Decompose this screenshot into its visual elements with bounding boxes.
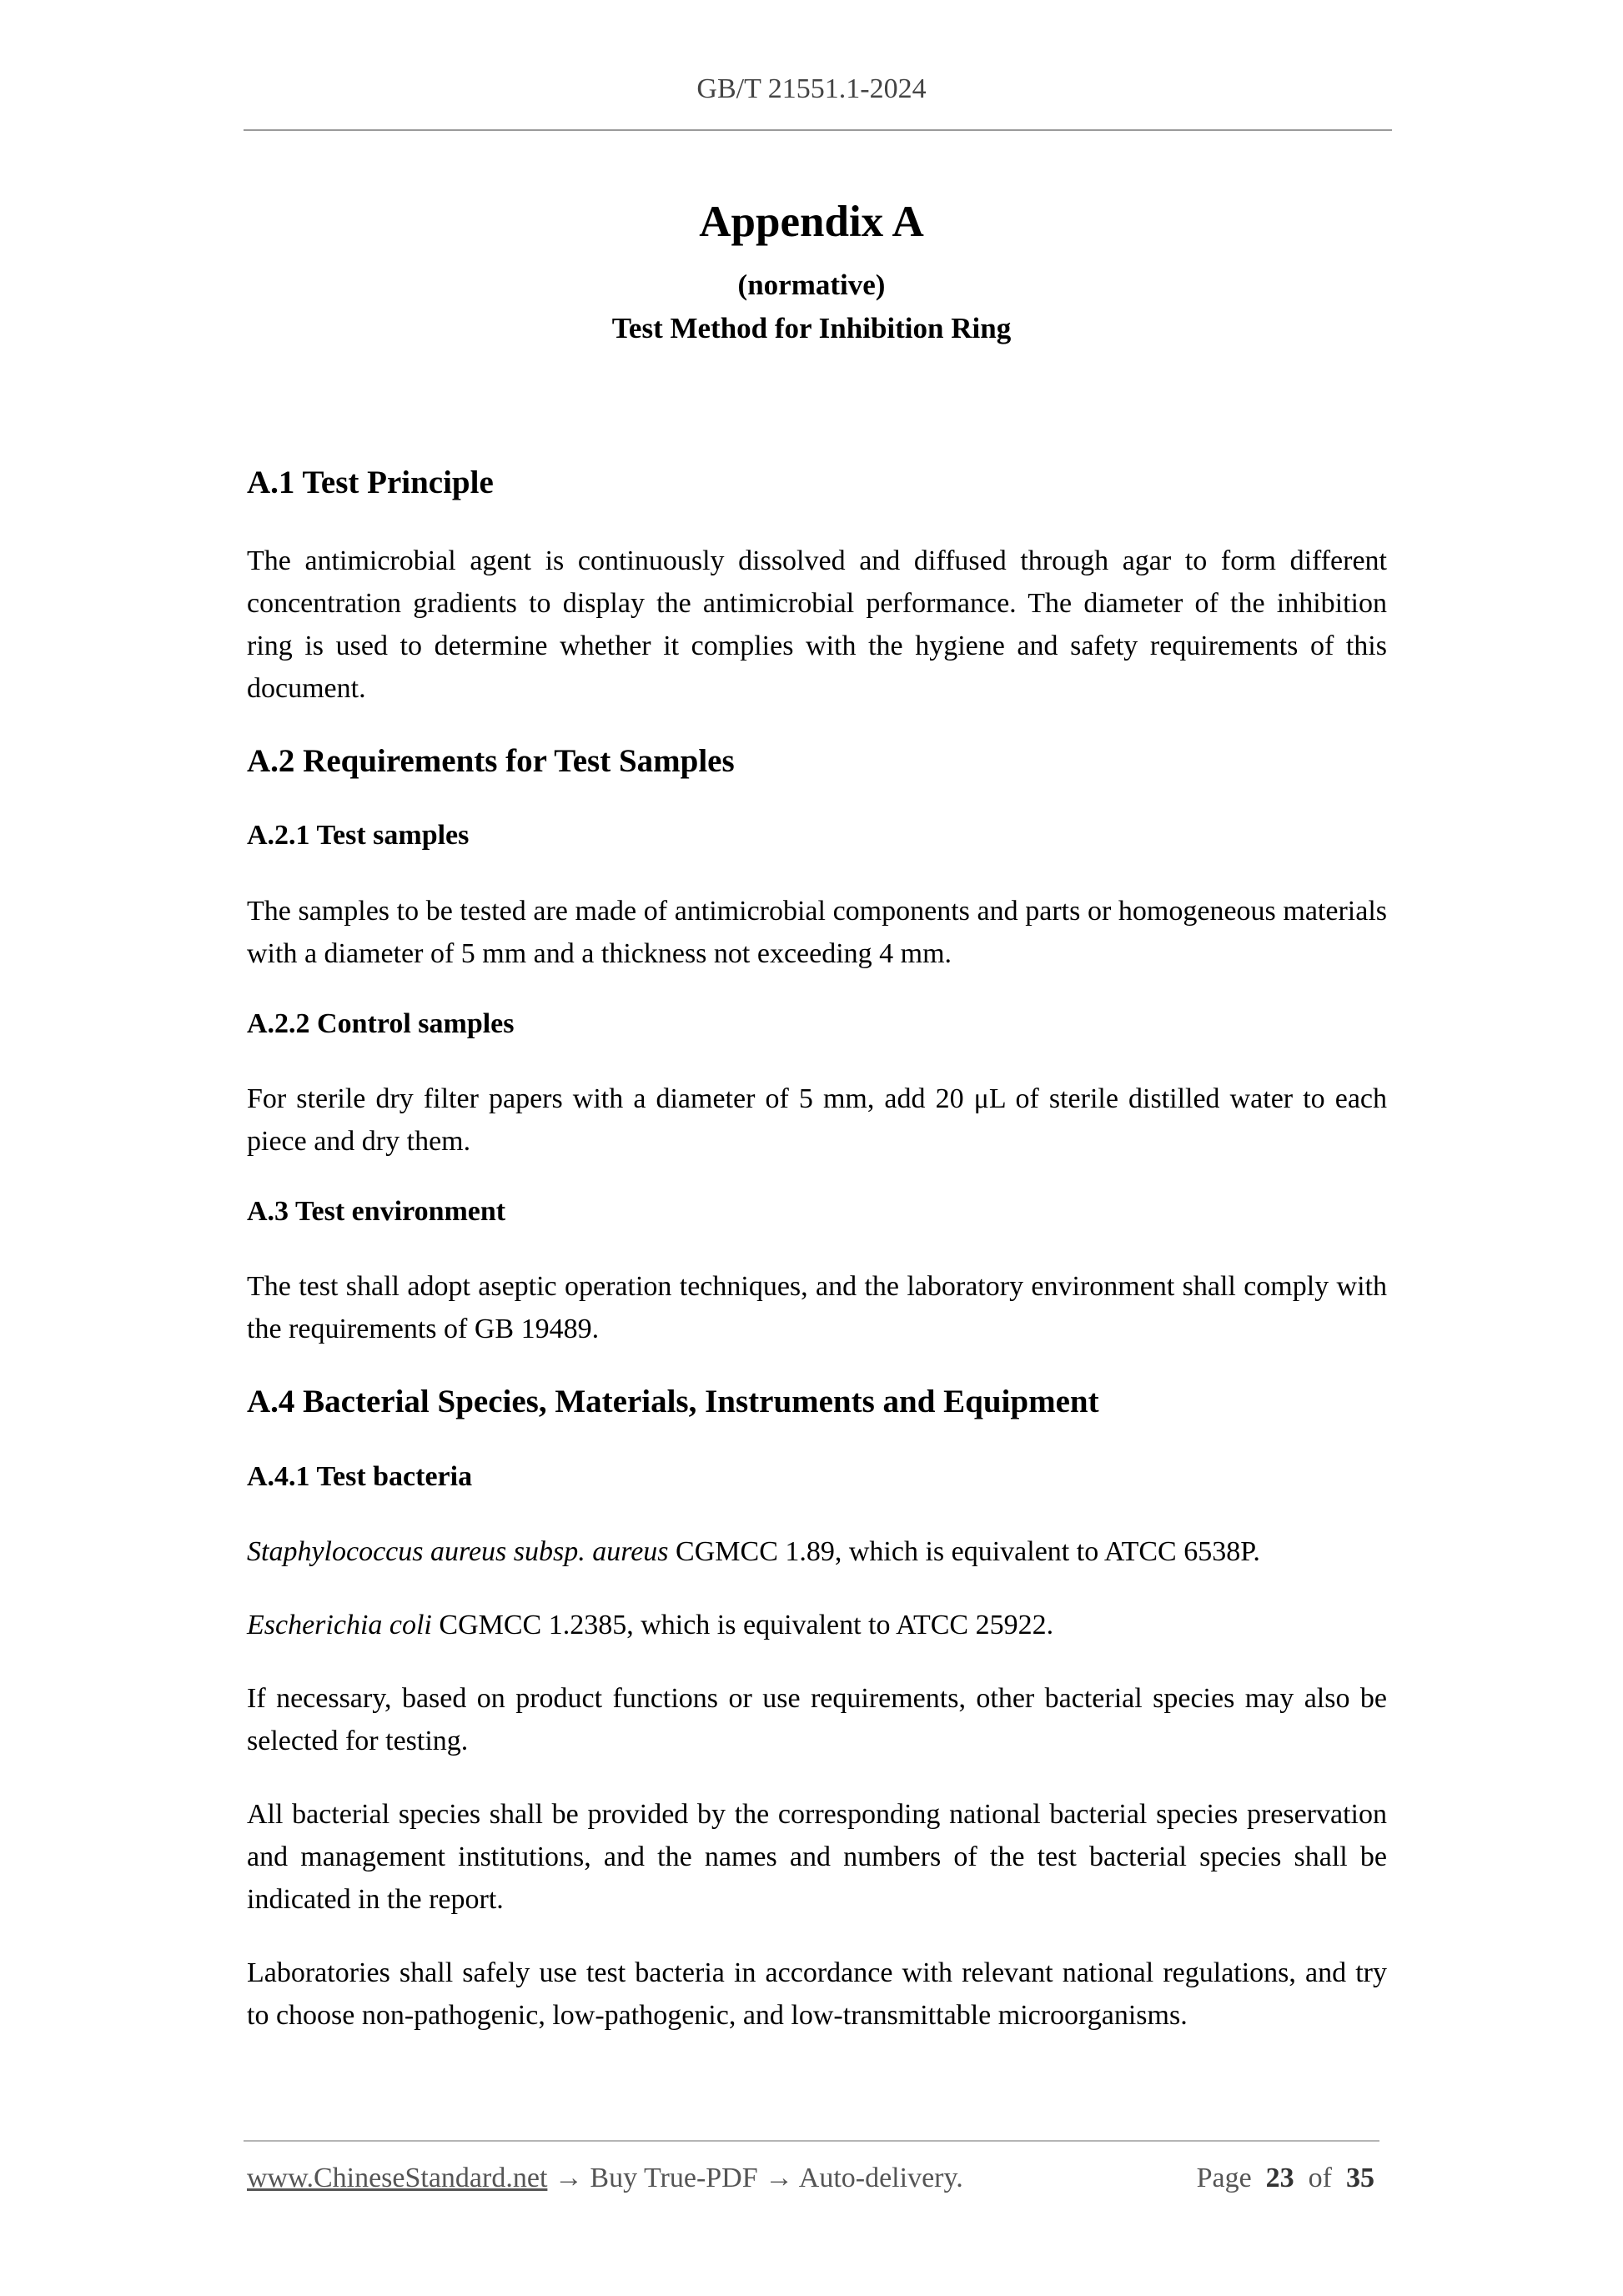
section-a22-heading: A.2.2 Control samples xyxy=(247,1007,515,1039)
footer-delivery-text: Auto-delivery. xyxy=(798,2163,963,2193)
header-divider xyxy=(244,129,1392,131)
section-a41-para-safety: Laboratories shall safely use test bacteria in accordance with relevant national regulations, and try to choose non-pathogenic, low-pathogenic, and low-transmittable microorganisms. xyxy=(247,1957,1387,2031)
section-a2-heading: A.2 Requirements for Test Samples xyxy=(247,742,735,779)
section-a21-text: The samples to be tested are made of antimicrobial components and parts or homogeneous materials with a diameter of 5 mm and a thickness not exceeding 4 mm. xyxy=(247,895,1387,969)
of-label: of xyxy=(1308,2163,1332,2193)
appendix-subject: Test Method for Inhibition Ring xyxy=(611,312,1012,344)
document-code-header: GB/T 21551.1-2024 xyxy=(696,73,927,104)
page-number xyxy=(1197,2163,1374,2194)
arrow-right-icon: → xyxy=(554,2163,583,2193)
section-a1-heading: A.1 Test Principle xyxy=(247,465,494,500)
section-a3-heading: A.3 Test environment xyxy=(247,1195,506,1227)
bacteria-staphylococcus-name: Staphylococcus aureus subsp. aureus xyxy=(247,1535,669,1567)
current-page: 23 xyxy=(1265,2163,1294,2193)
footer-divider xyxy=(244,2140,1379,2142)
section-a3-text: The test shall adopt aseptic operation techniques, and the laboratory environment shall comply with the requirements of GB 19489. xyxy=(247,1270,1387,1344)
arrow-right-icon: → xyxy=(765,2163,794,2193)
bacteria-staphylococcus xyxy=(247,1530,1387,1573)
section-a1-text: The antimicrobial agent is continuously dissolved and diffused through agar to form different concentration gradients to display the antimicrobial performance. The diameter of the inhibition ring is used to determine whether it complies with the hygiene and safety requirements of this document. xyxy=(247,545,1387,704)
bacteria-escherichia-name: Escherichia coli xyxy=(247,1609,432,1640)
footer-promo xyxy=(247,2163,963,2194)
page-label: Page xyxy=(1196,2163,1252,2193)
appendix-type: (normative) xyxy=(737,269,886,301)
total-pages: 35 xyxy=(1346,2163,1374,2193)
bacteria-staphylococcus-detail: CGMCC 1.89, which is equivalent to ATCC 6538P. xyxy=(668,1535,1260,1567)
document-body xyxy=(247,462,1387,2067)
section-a41-para-other-species: If necessary, based on product functions or use requirements, other bacterial species may also be selected for testing. xyxy=(247,1682,1387,1756)
bacteria-escherichia xyxy=(247,1604,1387,1646)
footer-website-link[interactable]: www.ChineseStandard.net xyxy=(247,2163,548,2193)
appendix-title: Appendix A xyxy=(699,198,924,246)
bacteria-escherichia-detail: CGMCC 1.2385, which is equivalent to ATCC 25922. xyxy=(431,1609,1054,1640)
section-a41-heading: A.4.1 Test bacteria xyxy=(247,1460,473,1492)
section-a22-text: For sterile dry filter papers with a diameter of 5 mm, add 20 μL of sterile distilled water to each piece and dry them. xyxy=(247,1083,1387,1157)
section-a4-heading: A.4 Bacterial Species, Materials, Instruments and Equipment xyxy=(247,1383,1099,1419)
section-a41-para-provision: All bacterial species shall be provided by the corresponding national bacterial species preservation and management institutions, and the names and numbers of the test bacterial species shall be indicated in the report. xyxy=(247,1798,1387,1915)
footer-buy-text: Buy True-PDF xyxy=(590,2163,758,2193)
section-a21-heading: A.2.1 Test samples xyxy=(247,820,470,852)
